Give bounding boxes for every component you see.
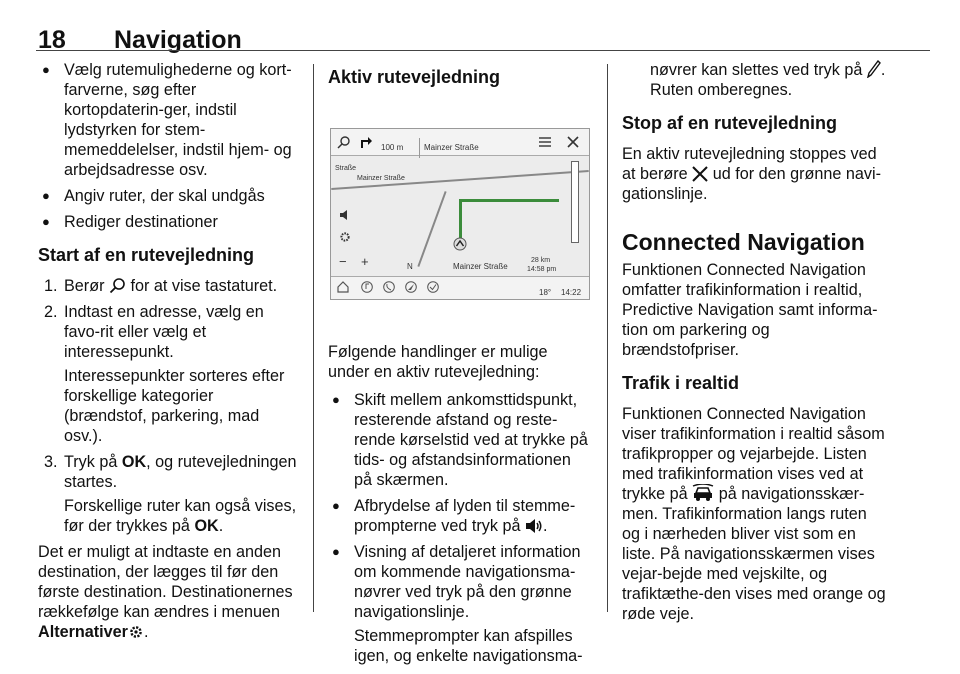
map-road <box>417 191 446 267</box>
stop-route-paragraph: En aktiv rutevejledning stoppes ved at berøre ud for den grønne navi-gationslinje. <box>622 145 881 203</box>
route-line <box>459 199 559 202</box>
clock: 14:22 <box>561 288 582 297</box>
eta-time[interactable]: 14:58 pm <box>527 266 557 273</box>
map-street-label: Mainzer Straße <box>357 175 405 182</box>
realtime-traffic-paragraph: Funktionen Connected Navigation viser trafikinformation i realtid såsom trafikpropper og vejarbejde. Listen med trafikinformation vises ved at trykke på på navigationsskær-men. Trafikinformation langs ruten og i nærheden bliver vist som en liste. På navigationsskærmen vises vejar-bejde med vejskilte, og trafiktæthe-den vises med orange og røde veje. <box>622 405 886 623</box>
turn-right-arrow-icon <box>359 135 373 149</box>
header-rule <box>36 50 930 51</box>
current-street: Mainzer Straße <box>419 138 479 158</box>
step-1 <box>38 276 300 296</box>
active-route-intro: Følgende handlinger er mulige under en aktiv rutevejledning: <box>328 343 548 381</box>
step-number: 2. <box>44 303 58 321</box>
list-item: ● Vælg rutemulighederne og kort-farverne, søg efter kortopdaterin-ger, indstil lydstyrken for stem-memeddelelser, indstil hjem- og arbejdsadresse osv. <box>38 60 300 180</box>
note: Stemmeprompter kan afspilles igen, og enkelte navigationsma- <box>354 627 583 665</box>
pen-icon <box>867 60 881 78</box>
list-icon <box>539 137 551 147</box>
navigation-screen-illustration <box>330 128 590 300</box>
compass-indicator[interactable]: N <box>407 262 413 271</box>
section-heading-start-route: Start af en rutevejledning <box>38 245 255 265</box>
bottom-street-label: Mainzer Straße <box>453 262 508 271</box>
maneuver-distance: 100 m <box>381 143 404 152</box>
list-item: ● Afbrydelse af lyden til stemme-prompterne ved tryk på . <box>328 496 590 536</box>
home-icon[interactable] <box>337 281 349 293</box>
zoom-in-button[interactable]: + <box>361 254 369 269</box>
settings-bullet-list <box>38 60 300 232</box>
phone-icon[interactable] <box>383 281 395 293</box>
list-item: ● Angiv ruter, der skal undgås <box>38 186 300 206</box>
active-route-options <box>328 390 590 666</box>
close-icon <box>692 166 708 182</box>
gear-icon <box>128 624 144 640</box>
section-heading-connected-navigation: Connected Navigation <box>622 229 865 255</box>
connected-icon[interactable] <box>427 281 439 293</box>
column-2 <box>328 60 590 674</box>
navigation-icon[interactable] <box>405 281 417 293</box>
step-note: Forskellige ruter kan også vises, før der trykkes på OK. <box>64 497 297 535</box>
page-number: 18 <box>38 26 66 54</box>
continued-text: nøvrer kan slettes ved tryk på . Ruten omberegnes. <box>650 61 886 99</box>
step-number: 3. <box>44 453 58 471</box>
map-street-label: Straße <box>335 165 357 172</box>
section-heading-active-route: Aktiv rutevejledning <box>328 67 501 87</box>
section-heading-realtime-traffic: Trafik i realtid <box>622 373 740 393</box>
speaker-icon <box>525 518 543 534</box>
step-number: 1. <box>44 277 58 295</box>
page-title: Navigation <box>114 26 242 54</box>
search-icon <box>337 135 351 149</box>
route-line <box>459 199 462 239</box>
step-3 <box>38 452 300 536</box>
steps-list <box>38 276 300 536</box>
list-item: ● Skift mellem ankomsttidspunkt, resterende afstand og reste-rende kørselstid ved at trykke på tids- og afstandsinformationen på skærmen. <box>328 390 590 490</box>
close-icon <box>567 136 579 148</box>
list-item: ● Rediger destinationer <box>38 212 300 232</box>
traffic-icon <box>692 484 714 502</box>
vehicle-position-icon <box>453 237 467 251</box>
step-text: Indtast en adresse, vælg en favo-rit eller vælg et interessepunkt. <box>64 303 264 361</box>
search-icon <box>109 277 126 294</box>
zoom-out-button[interactable]: − <box>339 254 347 269</box>
step-note: Interessepunkter sorteres efter forskellige kategorier (brændstof, parkering, mad osv.). <box>64 367 285 445</box>
column-1 <box>38 60 300 650</box>
column-divider-1 <box>313 64 314 612</box>
step-2 <box>38 302 300 446</box>
zoom-slider[interactable] <box>571 161 579 243</box>
step-text: Tryk på <box>64 453 118 471</box>
step-text: for at vise tastaturet. <box>130 277 278 295</box>
destination-paragraph: Det er muligt at indtaste en anden destination, der lægges til før den første destination. Destinationernes rækkefølge kan ændres i menuen Alternativer . <box>38 543 293 641</box>
gear-icon[interactable] <box>339 231 351 243</box>
ok-label: OK <box>121 453 147 471</box>
step-text: , og rutevejledningen startes. <box>64 453 297 491</box>
ok-label: OK <box>194 517 219 535</box>
section-heading-stop-route: Stop af en rutevejledning <box>622 113 838 133</box>
column-3 <box>622 60 888 632</box>
music-icon[interactable] <box>361 281 373 293</box>
eta-distance[interactable]: 28 km <box>531 257 551 264</box>
outside-temperature: 18° <box>539 288 552 297</box>
menu-name: Alternativer <box>38 623 128 641</box>
connected-navigation-paragraph: Funktionen Connected Navigation omfatter trafikinformation i realtid, Predictive Navigation samt informa-tion om parkering og brændstofpriser. <box>622 261 878 359</box>
column-divider-2 <box>607 64 608 612</box>
step-text: Berør <box>64 277 105 295</box>
volume-icon[interactable] <box>339 209 351 221</box>
list-item: ● Visning af detaljeret information om kommende navigationsma-nøvrer ved tryk på den grønne navigationslinje. Stemmeprompter kan afspilles igen, og enkelte navigationsma- <box>328 542 590 666</box>
